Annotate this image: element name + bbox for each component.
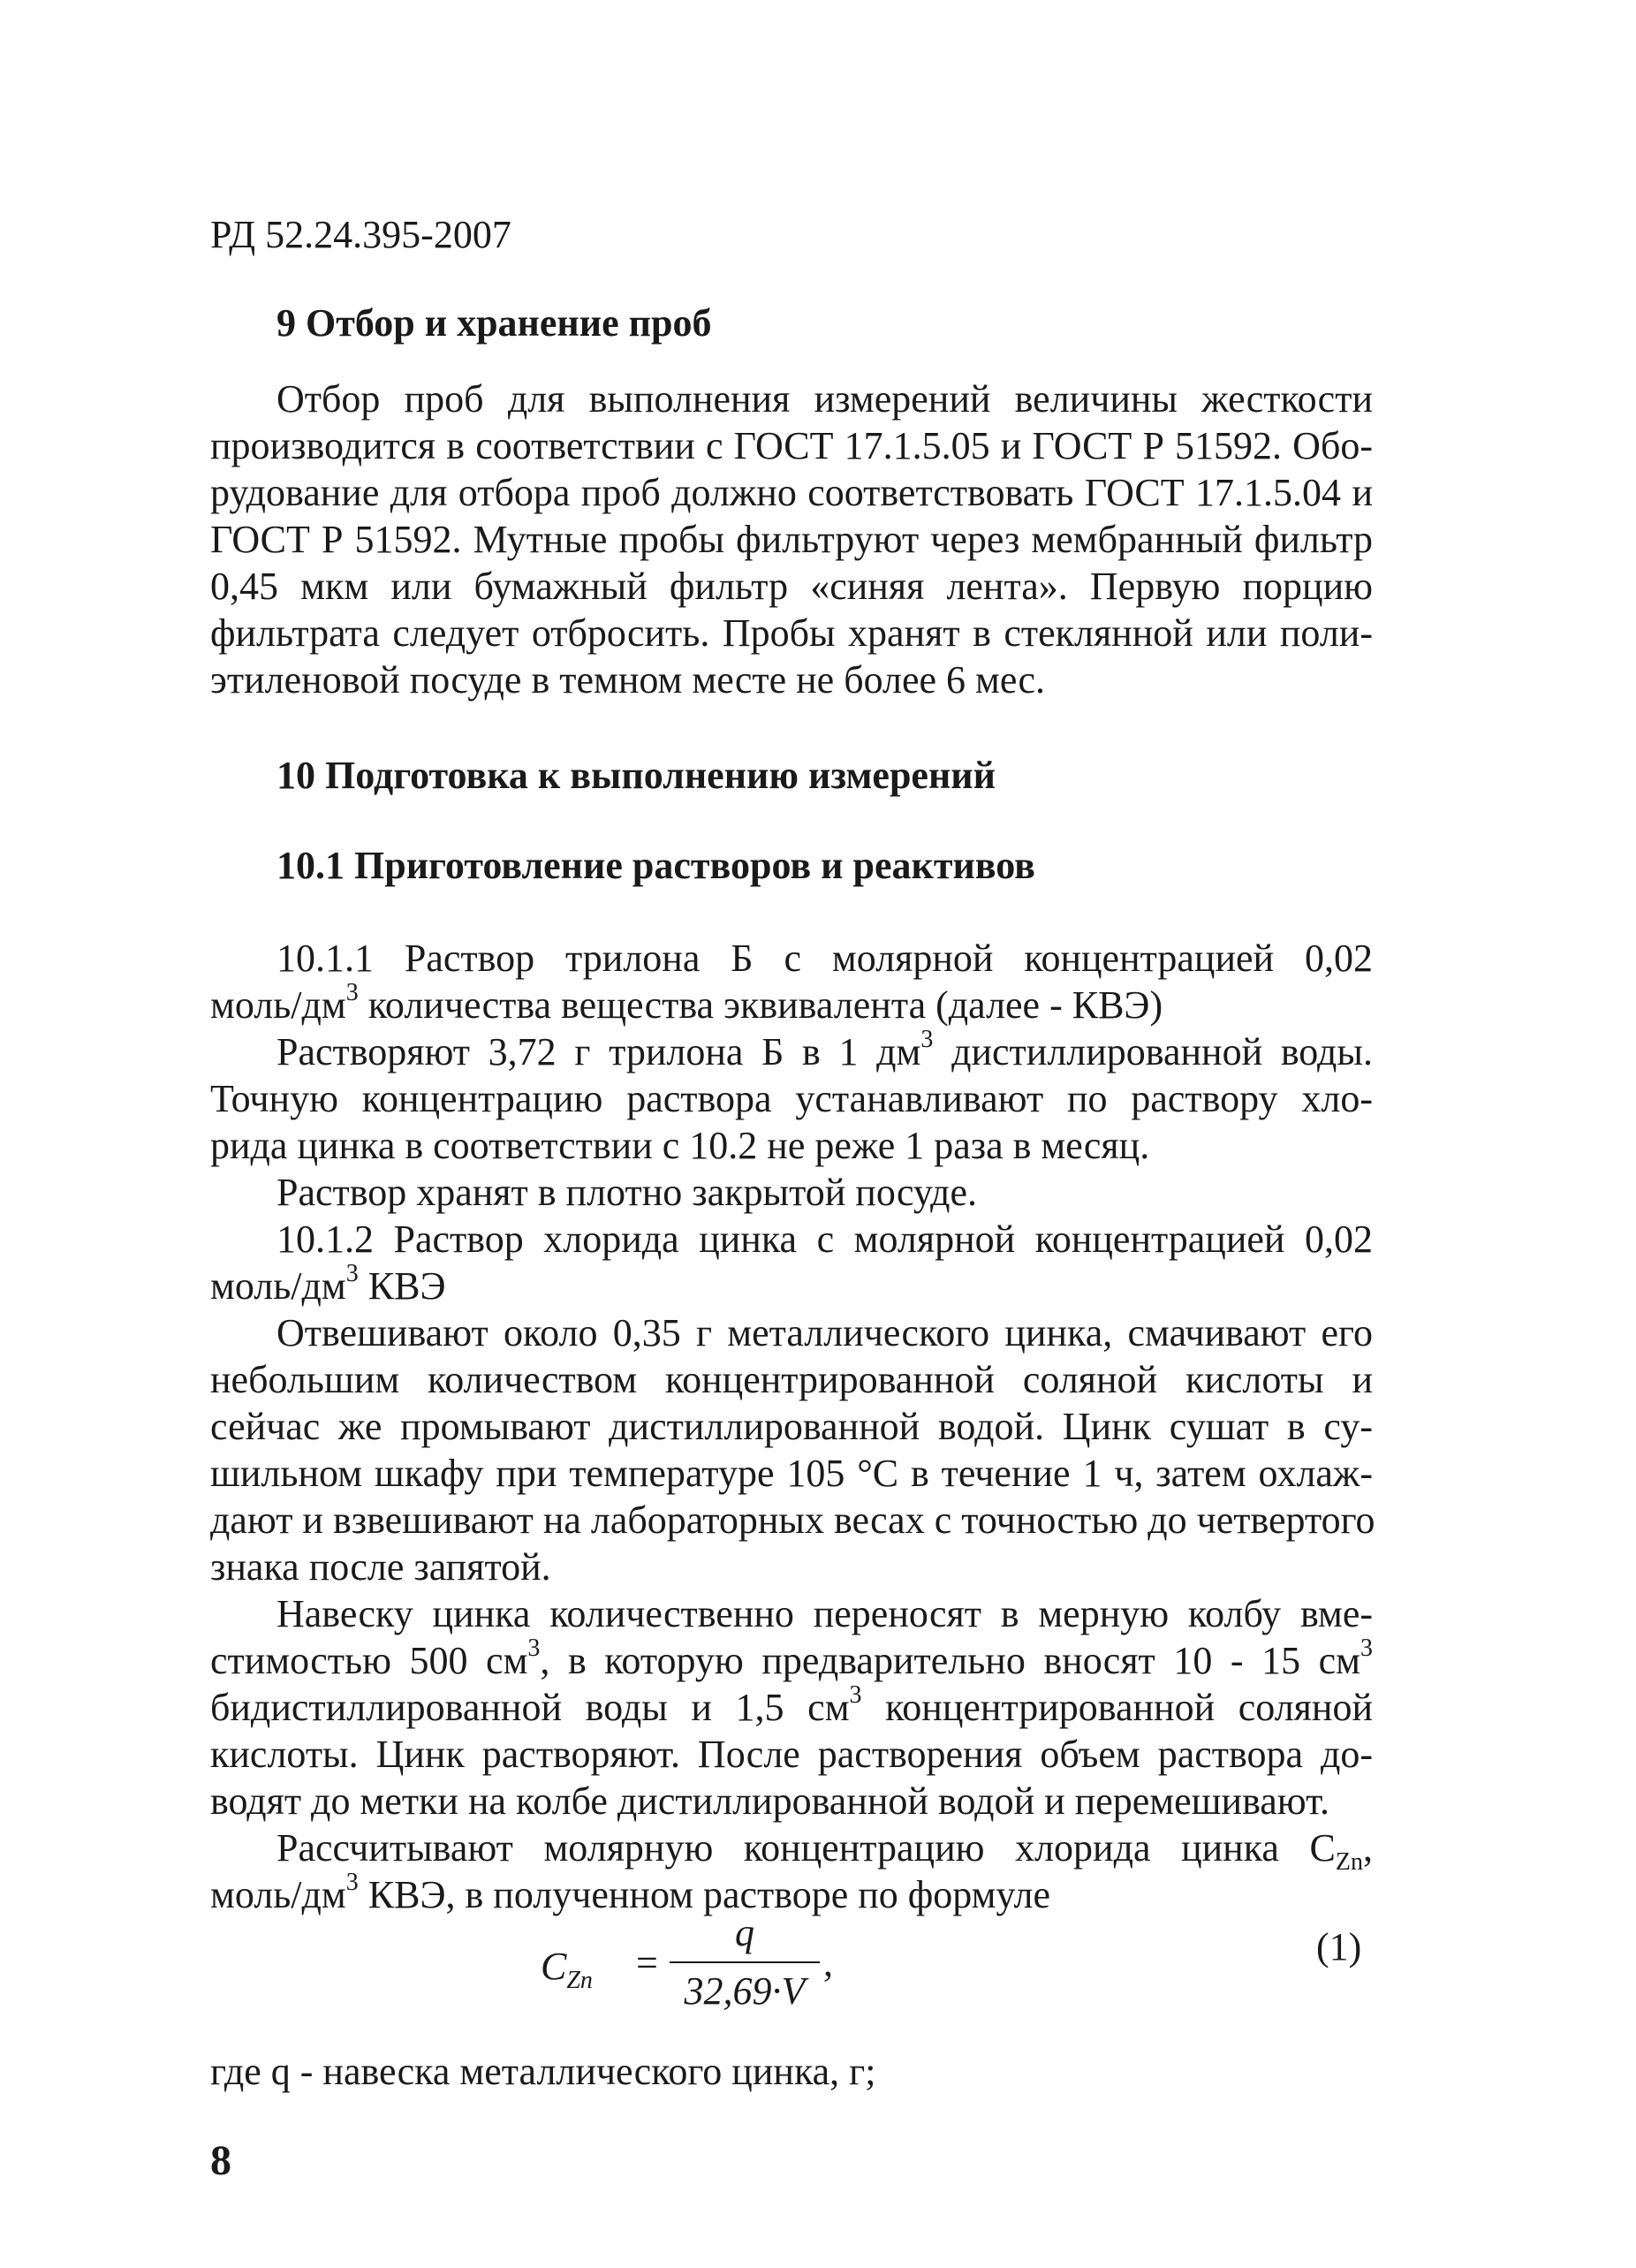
text-line: Раствор хранят в плотно закрытой посуде. xyxy=(276,1171,978,1214)
text-line: небольшим количеством концентрированной соляной кислоты и xyxy=(210,1358,1373,1401)
text-line: моль/$дм^3$ КВЭ xyxy=(210,1260,446,1308)
text-line: где q - навеска металлического цинка, г; xyxy=(210,2050,876,2093)
section-9-heading: 9 Отбор и хранение проб xyxy=(276,301,712,345)
text-line: Отвешивают около 0,35 г металлического цинка, смачивают его xyxy=(276,1311,1373,1354)
section-10-heading: 10 Подготовка к выполнению измерений xyxy=(276,754,996,797)
text-line: кислоты. Цинк растворяют. После растворения объем раствора до- xyxy=(210,1733,1373,1776)
text-line: этиленовой посуде в темном месте не более 6 мес. xyxy=(210,658,1046,702)
text-line: рида цинка в соответствии с 10.2 не реже 1 раза в месяц. xyxy=(210,1124,1150,1167)
formula-fraction xyxy=(670,1908,820,2016)
equation-number: (1) xyxy=(1316,1925,1362,1968)
text-line: знака после запятой. xyxy=(210,1545,551,1589)
section-10-1-body xyxy=(210,935,1373,1918)
section-9-paragraph xyxy=(210,375,1373,703)
text-line: 10.1.1 Раствор трилона Б с молярной концентрацией 0,02 xyxy=(276,937,1373,980)
formula-comma: , xyxy=(823,1941,833,1984)
text-line: Точную концентрацию раствора устанавливают по раствору хло- xyxy=(210,1077,1373,1120)
text-line: 0,45 мкм или бумажный фильтр «синяя лента». Первую порцию xyxy=(210,565,1373,608)
text-line: фильтрата следует отбросить. Пробы хранят в стеклянной или поли- xyxy=(210,611,1373,655)
section-10-1-heading: 10.1 Приготовление растворов и реактивов xyxy=(276,844,1035,887)
text-line: моль/$дм^3$ КВЭ, в полученном растворе по формуле xyxy=(210,1869,1051,1916)
text-line: стимостью 500 $см^3$, в которую предварительно вносят 10 - 15 $см^3$ xyxy=(210,1635,1374,1682)
page-number: 8 xyxy=(210,2137,231,2184)
formula-equals: = xyxy=(636,1941,658,1984)
where-clause xyxy=(210,2048,1373,2095)
text-line: производится в соответствии с ГОСТ 17.1.5.05 и ГОСТ Р 51592. Обо- xyxy=(210,424,1373,467)
formula-numerator: q xyxy=(735,1911,754,1954)
text-line: дают и взвешивают на лабораторных весах с точностью до четвертого xyxy=(210,1498,1375,1542)
text-line: 10.1.2 Раствор хлорида цинка с молярной концентрацией 0,02 xyxy=(276,1217,1373,1261)
formula-lhs: $C_{Zn}$ xyxy=(541,1945,593,1994)
text-line: шильном шкафу при температуре 105 °С в течение 1 ч, затем охлаж- xyxy=(210,1452,1373,1495)
formula-zinc-concentration xyxy=(530,1908,883,2014)
text-line: сейчас же промывают дистиллированной водой. Цинк сушат в су- xyxy=(210,1405,1373,1448)
text-line: Отбор проб для выполнения измерений величины жесткости xyxy=(276,377,1373,421)
text-line: моль/$дм^3$ количества вещества эквивалента (далее - КВЭ) xyxy=(210,979,1163,1027)
text-line: рудование для отбора проб должно соответствовать ГОСТ 17.1.5.04 и xyxy=(210,471,1373,514)
text-line: Растворяют 3,72 г трилона Б в 1 $дм^3$ дистиллированной воды. xyxy=(276,1026,1373,1073)
text-line: Рассчитывают молярную концентрацию хлорида цинка $С_{Zn}$, xyxy=(276,1826,1373,1876)
formula-denominator: 32,69·V xyxy=(684,1969,806,2013)
text-line: ГОСТ Р 51592. Мутные пробы фильтруют через мембранный фильтр xyxy=(210,518,1373,561)
text-line: водят до метки на колбе дистиллированной водой и перемешивают. xyxy=(210,1779,1329,1823)
fraction-bar xyxy=(670,1961,820,1963)
text-line: бидистиллированной воды и 1,5 $см^3$ концентрированной соляной xyxy=(210,1681,1374,1729)
text-line: Навеску цинка количественно переносят в мерную колбу вме- xyxy=(276,1592,1373,1635)
document-code: РД 52.24.395-2007 xyxy=(210,213,511,256)
